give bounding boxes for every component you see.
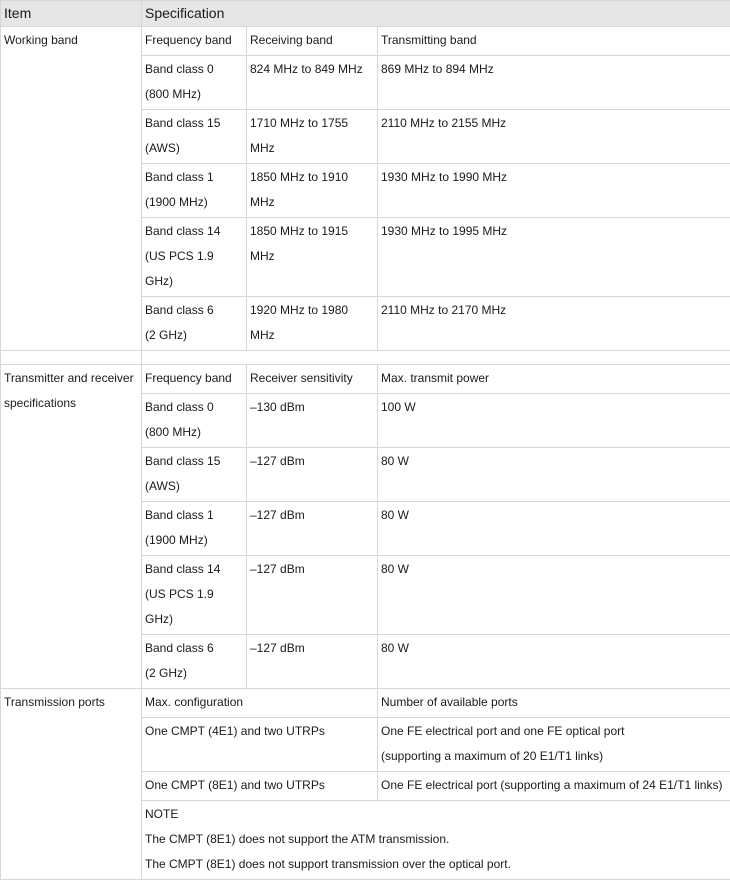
receiver-sensitivity-cell: –127 dBm bbox=[247, 448, 378, 502]
table-header-row bbox=[1, 1, 730, 27]
note-line: The CMPT (8E1) does not support transmission over the optical port. bbox=[145, 852, 730, 877]
frequency-band-cell: Band class 15 (AWS) bbox=[142, 110, 247, 164]
column-header: Receiver sensitivity bbox=[247, 365, 378, 394]
transmitting-band-cell: 2110 MHz to 2155 MHz bbox=[378, 110, 730, 164]
note-title: NOTE bbox=[145, 802, 730, 827]
note-line: The CMPT (8E1) does not support the ATM transmission. bbox=[145, 827, 730, 852]
transmit-power-cell: 80 W bbox=[378, 448, 730, 502]
configuration-cell: One CMPT (4E1) and two UTRPs bbox=[142, 718, 378, 772]
receiving-band-cell: 1850 MHz to 1915 MHz bbox=[247, 218, 378, 297]
table-row bbox=[1, 365, 730, 394]
receiver-sensitivity-cell: –127 dBm bbox=[247, 556, 378, 635]
spacer-row bbox=[1, 351, 730, 365]
receiver-sensitivity-cell: –127 dBm bbox=[247, 502, 378, 556]
receiving-band-cell: 1710 MHz to 1755 MHz bbox=[247, 110, 378, 164]
frequency-band-cell: Band class 14 (US PCS 1.9 GHz) bbox=[142, 556, 247, 635]
frequency-band-cell: Band class 1 (1900 MHz) bbox=[142, 502, 247, 556]
item-trx-specifications: Transmitter and receiver specifications bbox=[1, 365, 142, 689]
header-specification: Specification bbox=[142, 1, 730, 27]
note-cell bbox=[142, 801, 730, 880]
transmit-power-cell: 100 W bbox=[378, 394, 730, 448]
transmit-power-cell: 80 W bbox=[378, 635, 730, 689]
frequency-band-cell: Band class 6 (2 GHz) bbox=[142, 635, 247, 689]
item-working-band: Working band bbox=[1, 27, 142, 351]
column-header: Frequency band bbox=[142, 365, 247, 394]
transmitting-band-cell: 1930 MHz to 1995 MHz bbox=[378, 218, 730, 297]
column-header: Max. configuration bbox=[142, 689, 378, 718]
transmitting-band-cell: 869 MHz to 894 MHz bbox=[378, 56, 730, 110]
available-ports-cell: One FE electrical port and one FE optical port (supporting a maximum of 20 E1/T1 links) bbox=[378, 718, 730, 772]
column-header: Number of available ports bbox=[378, 689, 730, 718]
table-row bbox=[1, 27, 730, 56]
transmitting-band-cell: 1930 MHz to 1990 MHz bbox=[378, 164, 730, 218]
receiver-sensitivity-cell: –130 dBm bbox=[247, 394, 378, 448]
available-ports-cell: One FE electrical port (supporting a maximum of 24 E1/T1 links) bbox=[378, 772, 730, 801]
column-header: Frequency band bbox=[142, 27, 247, 56]
frequency-band-cell: Band class 15 (AWS) bbox=[142, 448, 247, 502]
item-transmission-ports: Transmission ports bbox=[1, 689, 142, 880]
empty-cell bbox=[142, 351, 730, 365]
configuration-cell: One CMPT (8E1) and two UTRPs bbox=[142, 772, 378, 801]
column-header: Max. transmit power bbox=[378, 365, 730, 394]
empty-cell bbox=[1, 351, 142, 365]
transmitting-band-cell: 2110 MHz to 2170 MHz bbox=[378, 297, 730, 351]
transmit-power-cell: 80 W bbox=[378, 502, 730, 556]
frequency-band-cell: Band class 0 (800 MHz) bbox=[142, 56, 247, 110]
transmit-power-cell: 80 W bbox=[378, 556, 730, 635]
receiver-sensitivity-cell: –127 dBm bbox=[247, 635, 378, 689]
frequency-band-cell: Band class 6 (2 GHz) bbox=[142, 297, 247, 351]
table-row bbox=[1, 689, 730, 718]
receiving-band-cell: 1850 MHz to 1910 MHz bbox=[247, 164, 378, 218]
header-item: Item bbox=[1, 1, 142, 27]
frequency-band-cell: Band class 0 (800 MHz) bbox=[142, 394, 247, 448]
column-header: Transmitting band bbox=[378, 27, 730, 56]
column-header: Receiving band bbox=[247, 27, 378, 56]
receiving-band-cell: 1920 MHz to 1980 MHz bbox=[247, 297, 378, 351]
receiving-band-cell: 824 MHz to 849 MHz bbox=[247, 56, 378, 110]
frequency-band-cell: Band class 14 (US PCS 1.9 GHz) bbox=[142, 218, 247, 297]
frequency-band-cell: Band class 1 (1900 MHz) bbox=[142, 164, 247, 218]
